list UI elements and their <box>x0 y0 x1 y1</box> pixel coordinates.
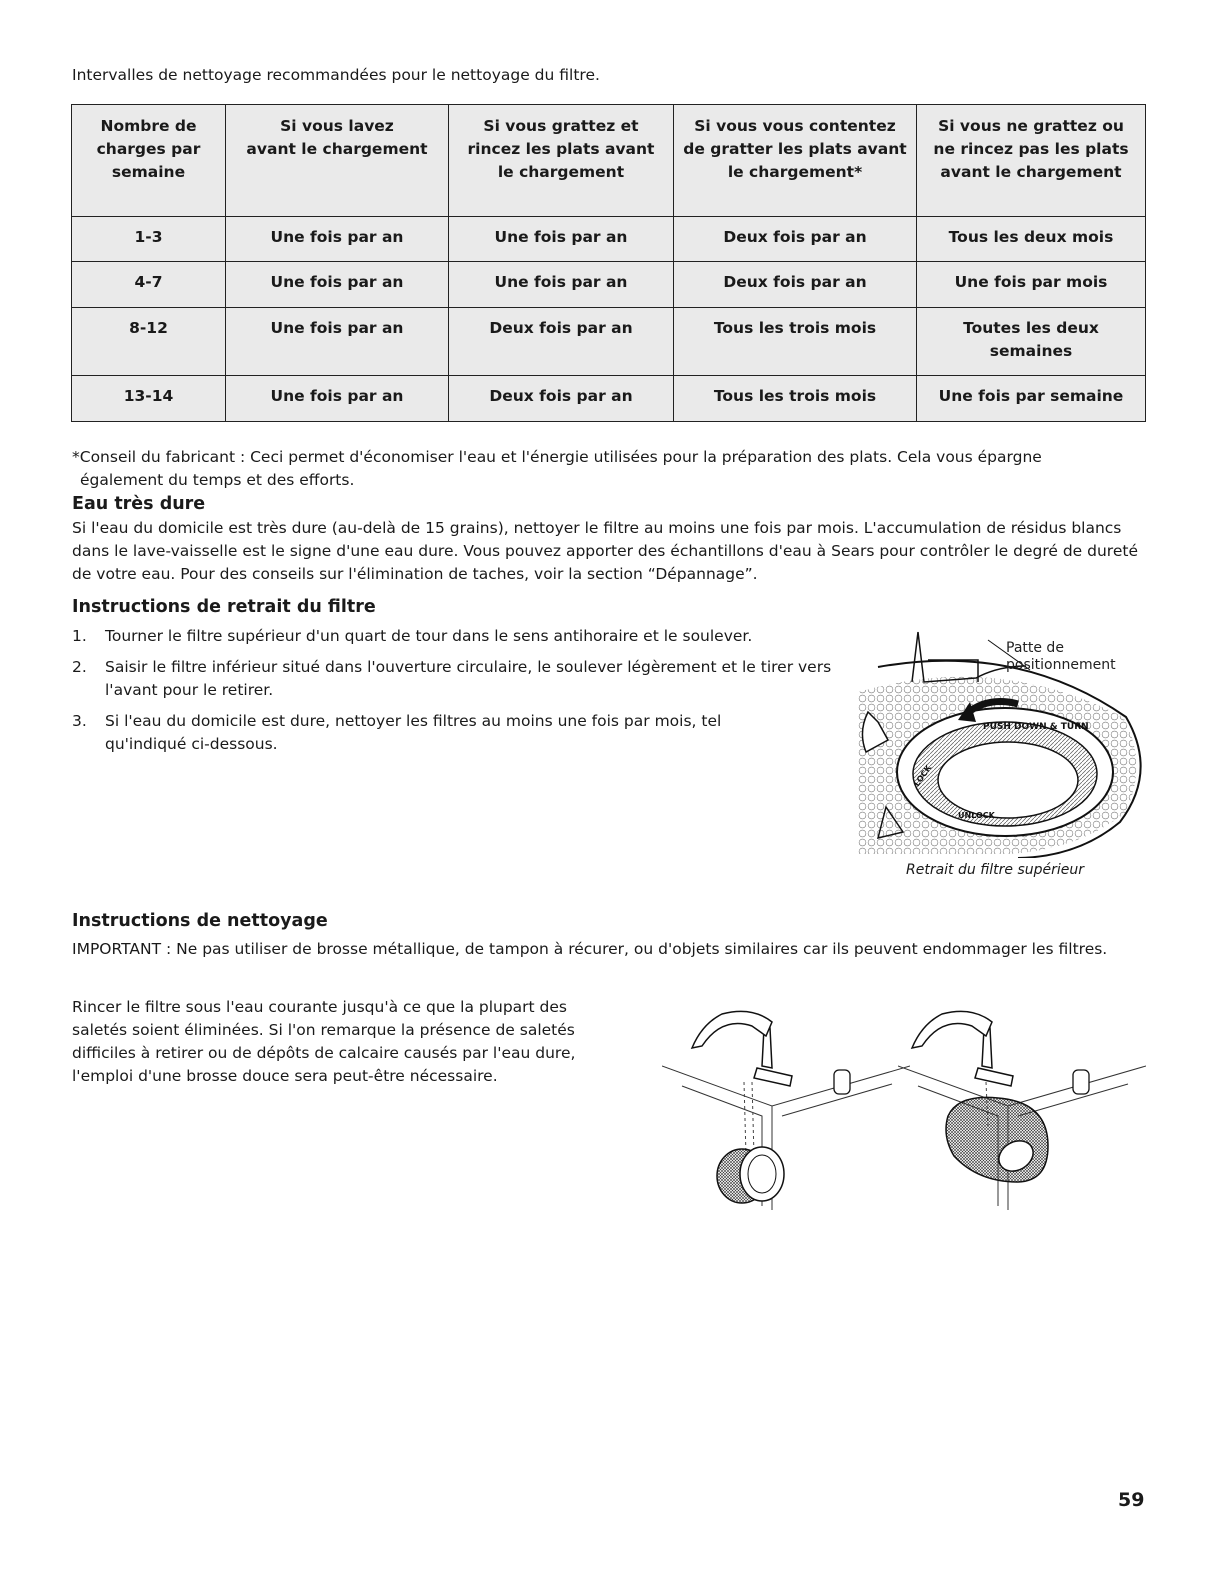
table-cell: Tous les trois mois <box>674 376 917 422</box>
table-cell: 8-12 <box>72 308 226 376</box>
header-loads: Nombre de charges par semaine <box>72 105 226 217</box>
table-cell: Toutes les deux semaines <box>917 308 1146 376</box>
table-cell: Une fois par mois <box>917 262 1146 308</box>
filter-removal-steps <box>72 625 852 764</box>
table-row <box>72 217 1146 262</box>
ring-unlock-label: UNLOCK <box>958 811 995 820</box>
table-cell: Une fois par an <box>226 308 449 376</box>
header-scrape-only: Si vous vous contentez de gratter les plats avant le chargement* <box>674 105 917 217</box>
table-row <box>72 262 1146 308</box>
positioning-tab-label-line2: positionnement <box>1006 657 1116 673</box>
rinse-paragraph: Rincer le filtre sous l'eau courante jusqu'à ce que la plupart des saletés soient éliminées. Si l'on remarque la présence de saletés difficiles à retirer ou de dépôts de calcaire causés par l'eau dure, l'emploi d'une brosse douce sera peut-être nécessaire. <box>72 998 576 1085</box>
hand <box>692 1011 772 1048</box>
rinse-lower-filter-illustration <box>662 1006 910 1210</box>
table-cell: Deux fois par an <box>449 376 674 422</box>
table-cell: 1-3 <box>72 217 226 262</box>
table-cell: Une fois par an <box>226 217 449 262</box>
table-cell: Une fois par an <box>226 262 449 308</box>
table-row <box>72 376 1146 422</box>
list-item: 1. Tourner le filtre supérieur d'un quart de tour dans le sens antihoraire et le soulever. <box>72 627 753 645</box>
table-cell: Deux fois par an <box>674 262 917 308</box>
table-cell: Une fois par an <box>449 217 674 262</box>
ring-lock-label: LOCK <box>912 763 934 789</box>
hand <box>912 1011 992 1048</box>
upper-filter <box>946 1097 1048 1182</box>
hard-water-paragraph: Si l'eau du domicile est très dure (au-delà de 15 grains), nettoyer le filtre au moins une fois par mois. L'accumulation de résidus blancs dans le lave-vaisselle est le signe d'une eau dure. Vous pouvez apporter des échantillons d'eau à Sears pour contrôler le degré de dureté de votre eau. Pour des conseils sur l'élimination de taches, voir la section “Dépannage”. <box>72 519 1138 583</box>
table-intro: Intervalles de nettoyage recommandées pour le nettoyage du filtre. <box>72 66 600 84</box>
table-cell: Tous les deux mois <box>917 217 1146 262</box>
list-item: 2. Saisir le filtre inférieur situé dans l'ouverture circulaire, le soulever légèrement et le tirer vers l'avant pour le retirer. <box>72 658 832 699</box>
list-item: 3. Si l'eau du domicile est dure, nettoyer les filtres au moins une fois par mois, tel qu'indiqué ci-dessous. <box>72 712 722 753</box>
header-no-scrape: Si vous ne grattez ou ne rincez pas les plats avant le chargement <box>917 105 1146 217</box>
table-header-row <box>72 105 1146 217</box>
figure-caption: Retrait du filtre supérieur <box>906 862 1085 878</box>
hard-water-heading: Eau très dure <box>72 494 206 514</box>
ring-push-label: PUSH DOWN & TURN <box>983 722 1089 732</box>
table-cell: Deux fois par an <box>449 308 674 376</box>
cleaning-intervals-table <box>71 104 1146 422</box>
filter-removal-heading: Instructions de retrait du filtre <box>72 597 376 617</box>
table-cell: Une fois par semaine <box>917 376 1146 422</box>
table-cell: Tous les trois mois <box>674 308 917 376</box>
manufacturer-tip-line2: également du temps et des efforts. <box>80 471 355 489</box>
rinse-upper-filter-illustration <box>898 1006 1146 1210</box>
important-warning: IMPORTANT : Ne pas utiliser de brosse métallique, de tampon à récurer, ou d'objets similaires car ils peuvent endommager les filtres. <box>72 940 1108 958</box>
table-cell: Une fois par an <box>449 262 674 308</box>
header-scrape-rinse: Si vous grattez et rincez les plats avant le chargement <box>449 105 674 217</box>
page-number: 59 <box>1118 1489 1145 1511</box>
table-cell: 13-14 <box>72 376 226 422</box>
cleaning-heading: Instructions de nettoyage <box>72 911 328 931</box>
table-cell: 4-7 <box>72 262 226 308</box>
table-cell: Une fois par an <box>226 376 449 422</box>
positioning-tab-label-line1: Patte de <box>1006 640 1064 656</box>
upper-filter-removal-illustration <box>858 622 1148 858</box>
table-row <box>72 308 1146 376</box>
manufacturer-tip <box>72 446 1152 492</box>
header-wash: Si vous lavez avant le chargement <box>226 105 449 217</box>
manufacturer-tip-line1: *Conseil du fabricant : Ceci permet d'économiser l'eau et l'énergie utilisées pour la préparation des plats. Cela vous épargne <box>72 448 1042 466</box>
table-cell: Deux fois par an <box>674 217 917 262</box>
